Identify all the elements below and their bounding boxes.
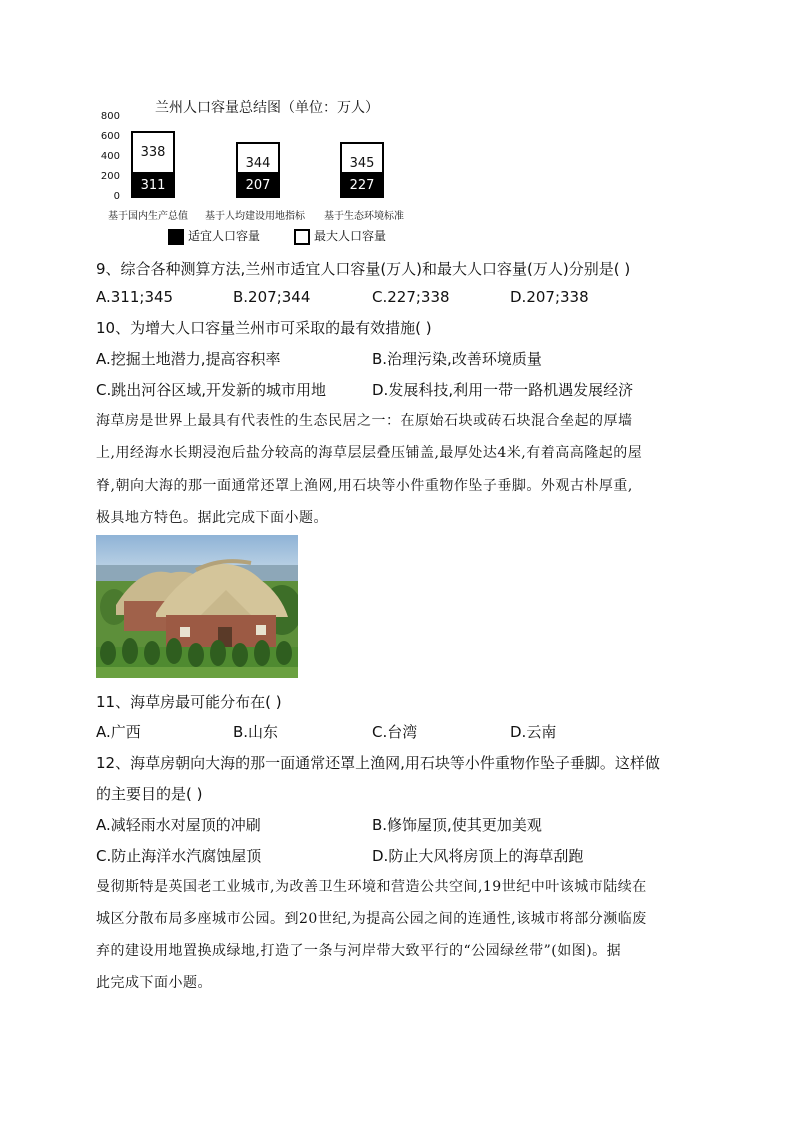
q12-option-c: C.防止海洋水汽腐蚀屋顶	[96, 847, 262, 865]
passage-line: 极具地方特色。据此完成下面小题。	[96, 510, 328, 526]
q9-option-a: A.311;345	[96, 288, 174, 306]
legend-swatch-filled	[168, 229, 184, 245]
q11-option-b: B.山东	[233, 723, 279, 741]
passage-line: 城区分散布局多座城市公园。到20世纪,为提高公园之间的连通性,该城市将部分濒临废	[96, 911, 647, 927]
bar-label-suitable: 227	[349, 178, 375, 193]
q9-option-c: C.227;338	[372, 288, 450, 306]
passage-line: 此完成下面小题。	[96, 975, 212, 991]
y-tick-label: 800	[100, 111, 120, 122]
y-tick-label: 0	[113, 191, 120, 202]
passage-line: 上,用经海水长期浸泡后盐分较高的海草层层叠压铺盖,最厚处达4米,有着高高隆起的屋	[96, 445, 643, 461]
bar-label-max: 345	[349, 156, 375, 171]
passage-line: 海草房是世界上最具有代表性的生态民居之一：在原始石块或砖石块混合垒起的厚墙	[96, 413, 633, 429]
bar-max-capacity	[131, 131, 175, 198]
category-label: 基于国内生产总值	[108, 211, 188, 222]
passage-line: 曼彻斯特是英国老工业城市,为改善卫生环境和营造公共空间,19世纪中叶该城市陆续在	[96, 879, 647, 895]
category-label: 基于生态环境标准	[324, 211, 404, 222]
legend-label: 最大人口容量	[314, 229, 387, 243]
category-label: 基于人均建设用地指标	[205, 211, 305, 222]
passage-line: 脊,朝向大海的那一面通常还罩上渔网,用石块等小件重物作坠子垂脚。外观古朴厚重,	[96, 478, 633, 494]
q12-option-b: B.修饰屋顶,使其更加美观	[372, 816, 542, 834]
legend-item-max	[294, 227, 386, 245]
y-tick-label: 400	[100, 151, 120, 162]
bar-label-suitable: 207	[245, 178, 271, 193]
bar-label-max: 338	[140, 145, 166, 160]
q10-option-d: D.发展科技,利用一带一路机遇发展经济	[372, 381, 634, 399]
q12-option-d: D.防止大风将房顶上的海草刮跑	[372, 847, 584, 865]
bar-label-suitable: 311	[140, 178, 166, 193]
q10-option-c: C.跳出河谷区域,开发新的城市用地	[96, 381, 327, 399]
passage-line: 弃的建设用地置换成绿地,打造了一条与河岸带大致平行的“公园绿丝带”(如图)。据	[96, 943, 622, 959]
legend-swatch-empty	[294, 229, 310, 245]
legend-item-suitable	[168, 227, 260, 245]
bar-max-capacity	[340, 142, 384, 198]
y-tick-label: 200	[100, 171, 120, 182]
seaweed-house-photo	[96, 535, 298, 678]
q12-option-a: A.减轻雨水对屋顶的冲刷	[96, 816, 261, 834]
bar-max-capacity	[236, 142, 280, 198]
q9-option-b: B.207;344	[233, 288, 311, 306]
q11-option-c: C.台湾	[372, 723, 418, 741]
q11-option-a: A.广西	[96, 723, 141, 741]
chart-title: 兰州人口容量总结图（单位：万人）	[155, 100, 379, 116]
question-9-stem: 9、综合各种测算方法,兰州市适宜人口容量(万人)和最大人口容量(万人)分别是( )	[96, 260, 631, 278]
q9-option-d: D.207;338	[510, 288, 589, 306]
question-11-stem: 11、海草房最可能分布在( )	[96, 693, 282, 711]
question-10-stem: 10、为增大人口容量兰州市可采取的最有效措施( )	[96, 319, 432, 337]
bar-label-max: 344	[245, 156, 271, 171]
question-12-stem: 12、海草房朝向大海的那一面通常还罩上渔网,用石块等小件重物作坠子垂脚。这样做	[96, 754, 660, 772]
legend-label: 适宜人口容量	[188, 229, 261, 243]
q10-option-b: B.治理污染,改善环境质量	[372, 350, 542, 368]
q11-option-d: D.云南	[510, 723, 557, 741]
y-tick-label: 600	[100, 131, 120, 142]
question-12-stem-cont: 的主要目的是( )	[96, 785, 203, 803]
q10-option-a: A.挖掘土地潜力,提高容积率	[96, 350, 281, 368]
